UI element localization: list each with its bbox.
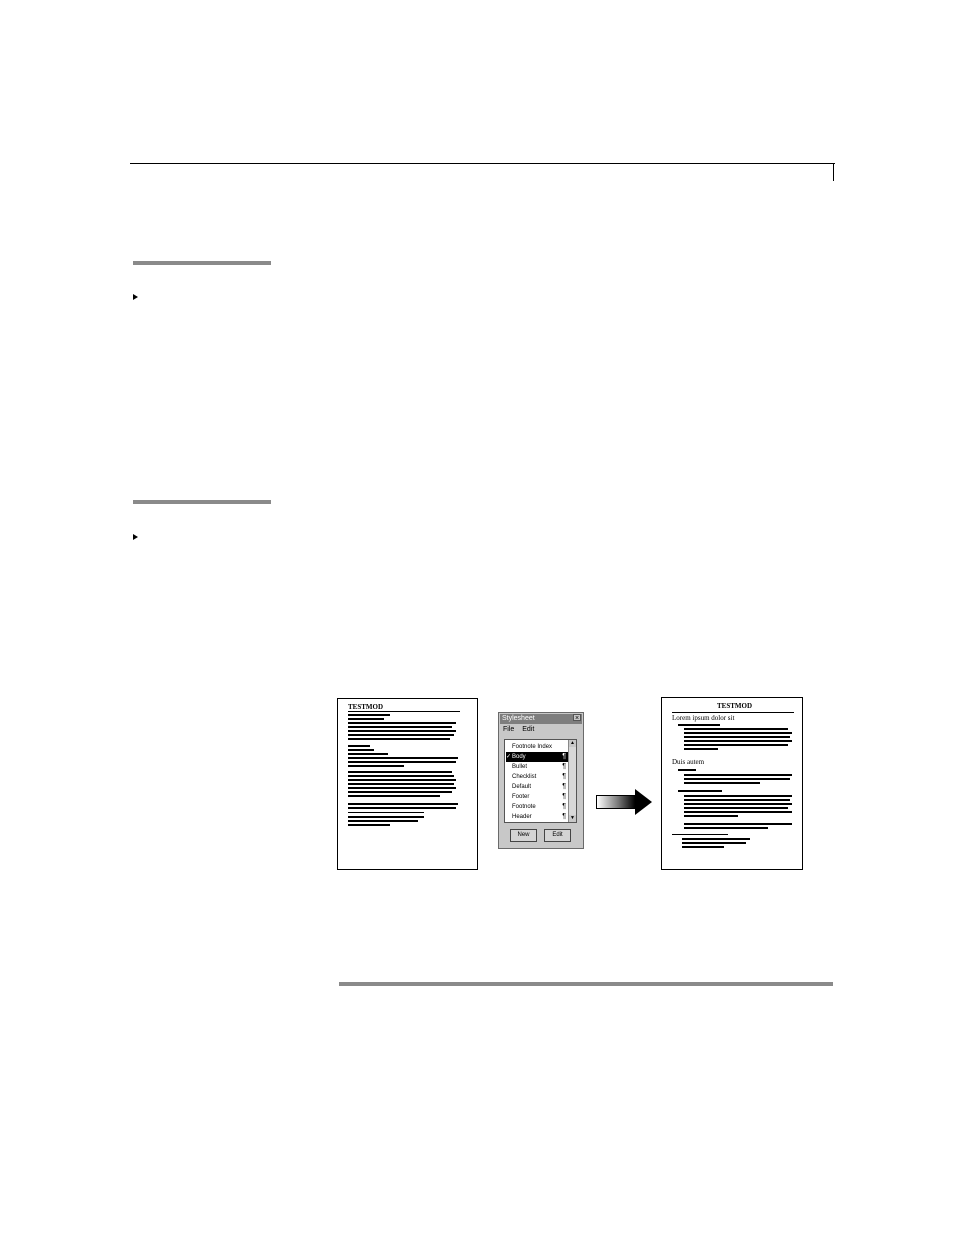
after-document <box>661 697 803 870</box>
arrow-right-icon <box>635 789 652 815</box>
paragraph-icon: ¶ <box>562 773 566 780</box>
edit-button[interactable]: Edit <box>544 829 571 842</box>
paragraph-icon: ¶ <box>562 793 566 800</box>
scroll-down-icon[interactable]: ▼ <box>570 816 575 821</box>
close-icon[interactable]: × <box>574 715 580 722</box>
new-button[interactable]: New <box>510 829 537 842</box>
paragraph-icon: ¶ <box>562 803 566 810</box>
checkmark-icon: ✓ <box>506 754 512 760</box>
after-document-heading-1: Lorem ipsum dolor sit <box>672 714 735 722</box>
stylesheet-window <box>498 712 584 849</box>
scroll-up-icon[interactable]: ▲ <box>570 741 575 746</box>
header-rule-tick <box>833 163 834 181</box>
menu-bar <box>503 725 540 735</box>
section-rule <box>339 982 833 986</box>
paragraph-icon: ¶ <box>562 783 566 790</box>
sidebar-rule-1 <box>133 261 271 265</box>
before-document-title: TESTMOD <box>348 703 384 711</box>
after-document-title: TESTMOD <box>717 702 753 710</box>
style-list-item[interactable]: Header ¶ <box>512 813 566 820</box>
header-rule <box>130 163 835 164</box>
style-list-item[interactable]: Footer ¶ <box>512 793 566 800</box>
paragraph-icon: ¶ <box>562 763 566 770</box>
stylesheet-window-title: Stylesheet <box>500 714 582 724</box>
bullet-marker-icon <box>133 534 138 540</box>
before-document <box>337 698 478 870</box>
paragraph-icon: ¶ <box>562 813 566 820</box>
style-list-item-selected[interactable]: ✓ Body ¶ <box>506 753 566 760</box>
list-scrollbar[interactable] <box>568 740 576 822</box>
style-list-item[interactable]: Default ¶ <box>512 783 566 790</box>
paragraph-icon: ¶ <box>562 753 566 760</box>
menu-file[interactable]: File <box>503 726 515 733</box>
after-document-heading-2: Duis autem <box>672 758 705 766</box>
transform-arrow <box>596 795 636 809</box>
style-list-item[interactable]: Footnote ¶ <box>512 803 566 810</box>
style-list-item[interactable]: Footnote Index <box>512 744 553 750</box>
menu-edit[interactable]: Edit <box>522 726 535 733</box>
bullet-marker-icon <box>133 294 138 300</box>
sidebar-rule-2 <box>133 500 271 504</box>
style-list-item[interactable]: Bullet ¶ <box>512 763 566 770</box>
style-list-item[interactable]: Checklist ¶ <box>512 773 566 780</box>
style-list[interactable] <box>504 739 577 823</box>
